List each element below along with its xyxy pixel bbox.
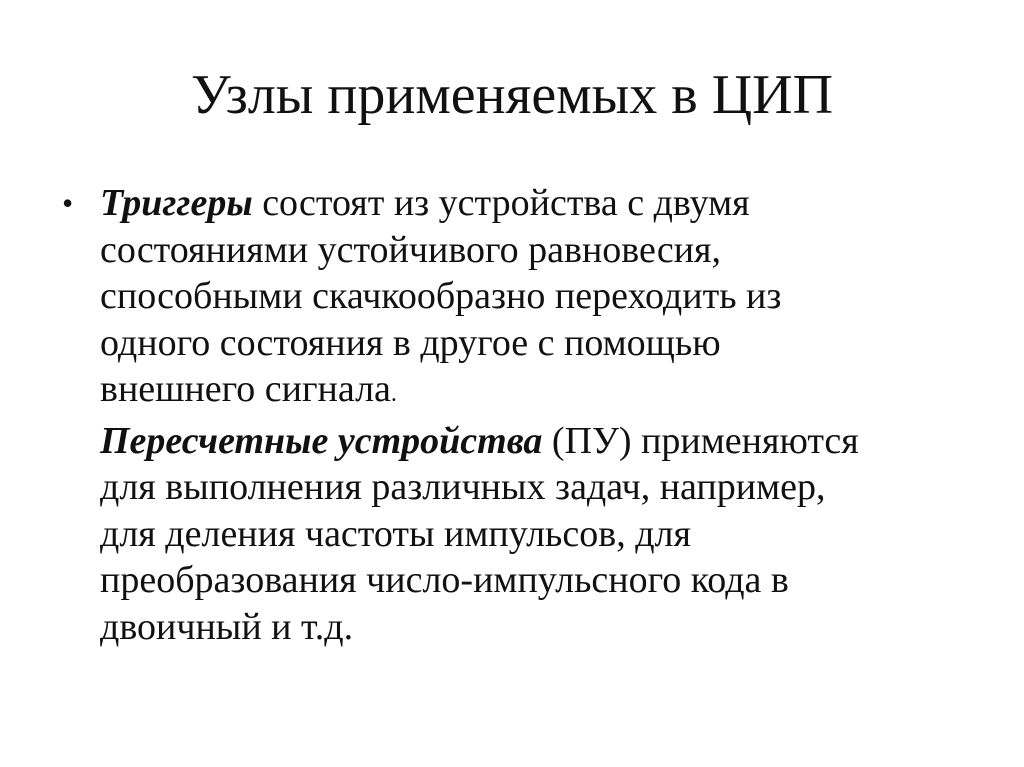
text-line: одного состояния в другое с помощью [100, 321, 721, 364]
text-line: для выполнения различных задач, например, [100, 466, 826, 508]
term-counters: Пересчетные устройства [100, 419, 543, 462]
bullet-list [60, 180, 980, 650]
text-fragment: (ПУ) применяются [542, 419, 859, 462]
text-line [100, 180, 980, 227]
text-line [100, 418, 980, 465]
term-triggers: Триггеры [100, 182, 253, 224]
text-fragment: внешнего сигнала [100, 368, 391, 410]
text-line [100, 366, 980, 418]
bullet-item [60, 180, 980, 650]
text-line: состояниями устойчивого равновесия, [100, 228, 722, 271]
bullet-icon: • [62, 185, 74, 221]
text-line: для деления частоты импульсов, для [100, 512, 691, 555]
text-fragment: . [390, 381, 397, 407]
text-line: преобразования число-импульсного кода в [100, 559, 789, 601]
text-line: способными скачкообразно переходить из [100, 275, 782, 317]
text-fragment: состоят из устройства с двумя [252, 182, 750, 224]
text-line: двоичный и т.д. [100, 605, 354, 648]
slide-title: Узлы применяемых в ЦИП [190, 64, 834, 126]
